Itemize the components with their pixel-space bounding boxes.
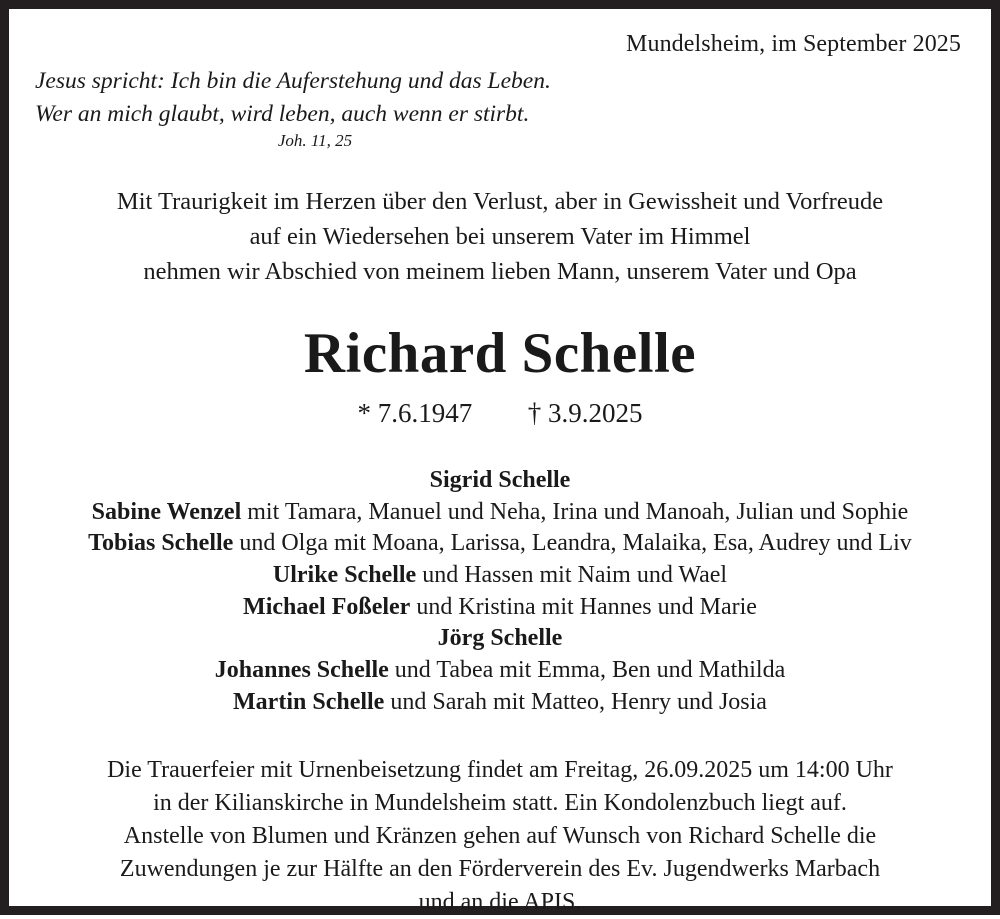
family-member-name: Sigrid Schelle bbox=[429, 467, 571, 494]
family-line bbox=[33, 592, 967, 624]
intro-line-3: nehmen wir Abschied von meinem lieben Mann, unserem Vater und Opa bbox=[143, 257, 857, 285]
funeral-line-4: Zuwendungen je zur Hälfte an den Förderverein des Ev. Jugendwerks Marbach bbox=[119, 856, 881, 883]
family-line bbox=[33, 655, 967, 687]
funeral-line-2: in der Kilianskirche in Mundelsheim statt. Ein Kondolenzbuch liegt auf. bbox=[153, 790, 847, 817]
family-member-name: Jörg Schelle bbox=[437, 625, 563, 652]
funeral-line-1: Die Trauerfeier mit Urnenbeisetzung findet am Freitag, 26.09.2025 um 14:00 Uhr bbox=[107, 757, 893, 784]
family-line bbox=[33, 687, 967, 719]
family-member-name: Johannes Schelle bbox=[214, 657, 389, 684]
funeral-line-3: Anstelle von Blumen und Kränzen gehen auf Wunsch von Richard Schelle die bbox=[123, 823, 877, 850]
intro-line-2: auf ein Wiedersehen bei unserem Vater im Himmel bbox=[249, 223, 751, 251]
scripture-quote bbox=[33, 65, 967, 130]
family-member-relatives: und Sarah mit Matteo, Henry und Josia bbox=[384, 688, 767, 715]
family-member-relatives: und Olga mit Moana, Larissa, Leandra, Malaika, Esa, Audrey und Liv bbox=[233, 530, 912, 557]
family-member-name: Ulrike Schelle bbox=[272, 562, 417, 589]
family-line bbox=[33, 528, 967, 560]
scripture-line-2: Wer an mich glaubt, wird leben, auch wenn er stirbt. bbox=[35, 100, 530, 127]
family-member-name: Michael Foßeler bbox=[243, 593, 411, 620]
family-member-name: Martin Schelle bbox=[233, 688, 385, 715]
family-member-name: Tobias Schelle bbox=[88, 530, 234, 557]
family-list bbox=[33, 465, 967, 718]
birth-date: * 7.6.1947 bbox=[357, 398, 473, 429]
intro-text bbox=[33, 185, 967, 289]
family-member-relatives: und Tabea mit Emma, Ben und Mathilda bbox=[388, 657, 786, 684]
family-member-relatives: mit Tamara, Manuel und Neha, Irina und Manoah, Julian und Sophie bbox=[241, 498, 909, 525]
family-member-relatives: und Hassen mit Naim und Wael bbox=[416, 562, 728, 589]
funeral-information bbox=[33, 754, 967, 918]
family-line bbox=[33, 623, 967, 655]
life-dates bbox=[33, 399, 967, 429]
scripture-line-1: Jesus spricht: Ich bin die Auferstehung und das Leben. bbox=[35, 68, 551, 95]
intro-line-1: Mit Traurigkeit im Herzen über den Verlust, aber in Gewissheit und Vorfreude bbox=[116, 188, 884, 216]
scripture-citation: Joh. 11, 25 bbox=[277, 131, 353, 151]
funeral-line-5: und an die APIS. bbox=[418, 888, 582, 915]
death-date: † 3.9.2025 bbox=[527, 398, 643, 429]
family-member-relatives: und Kristina mit Hannes und Marie bbox=[410, 593, 757, 620]
family-line bbox=[33, 497, 967, 529]
family-line bbox=[33, 560, 967, 592]
death-notice-content bbox=[9, 9, 991, 915]
family-line bbox=[33, 465, 967, 497]
family-member-name: Sabine Wenzel bbox=[91, 498, 242, 525]
place-and-date: Mundelsheim, im September 2025 bbox=[626, 31, 961, 57]
deceased-name: Richard Schelle bbox=[303, 321, 697, 385]
